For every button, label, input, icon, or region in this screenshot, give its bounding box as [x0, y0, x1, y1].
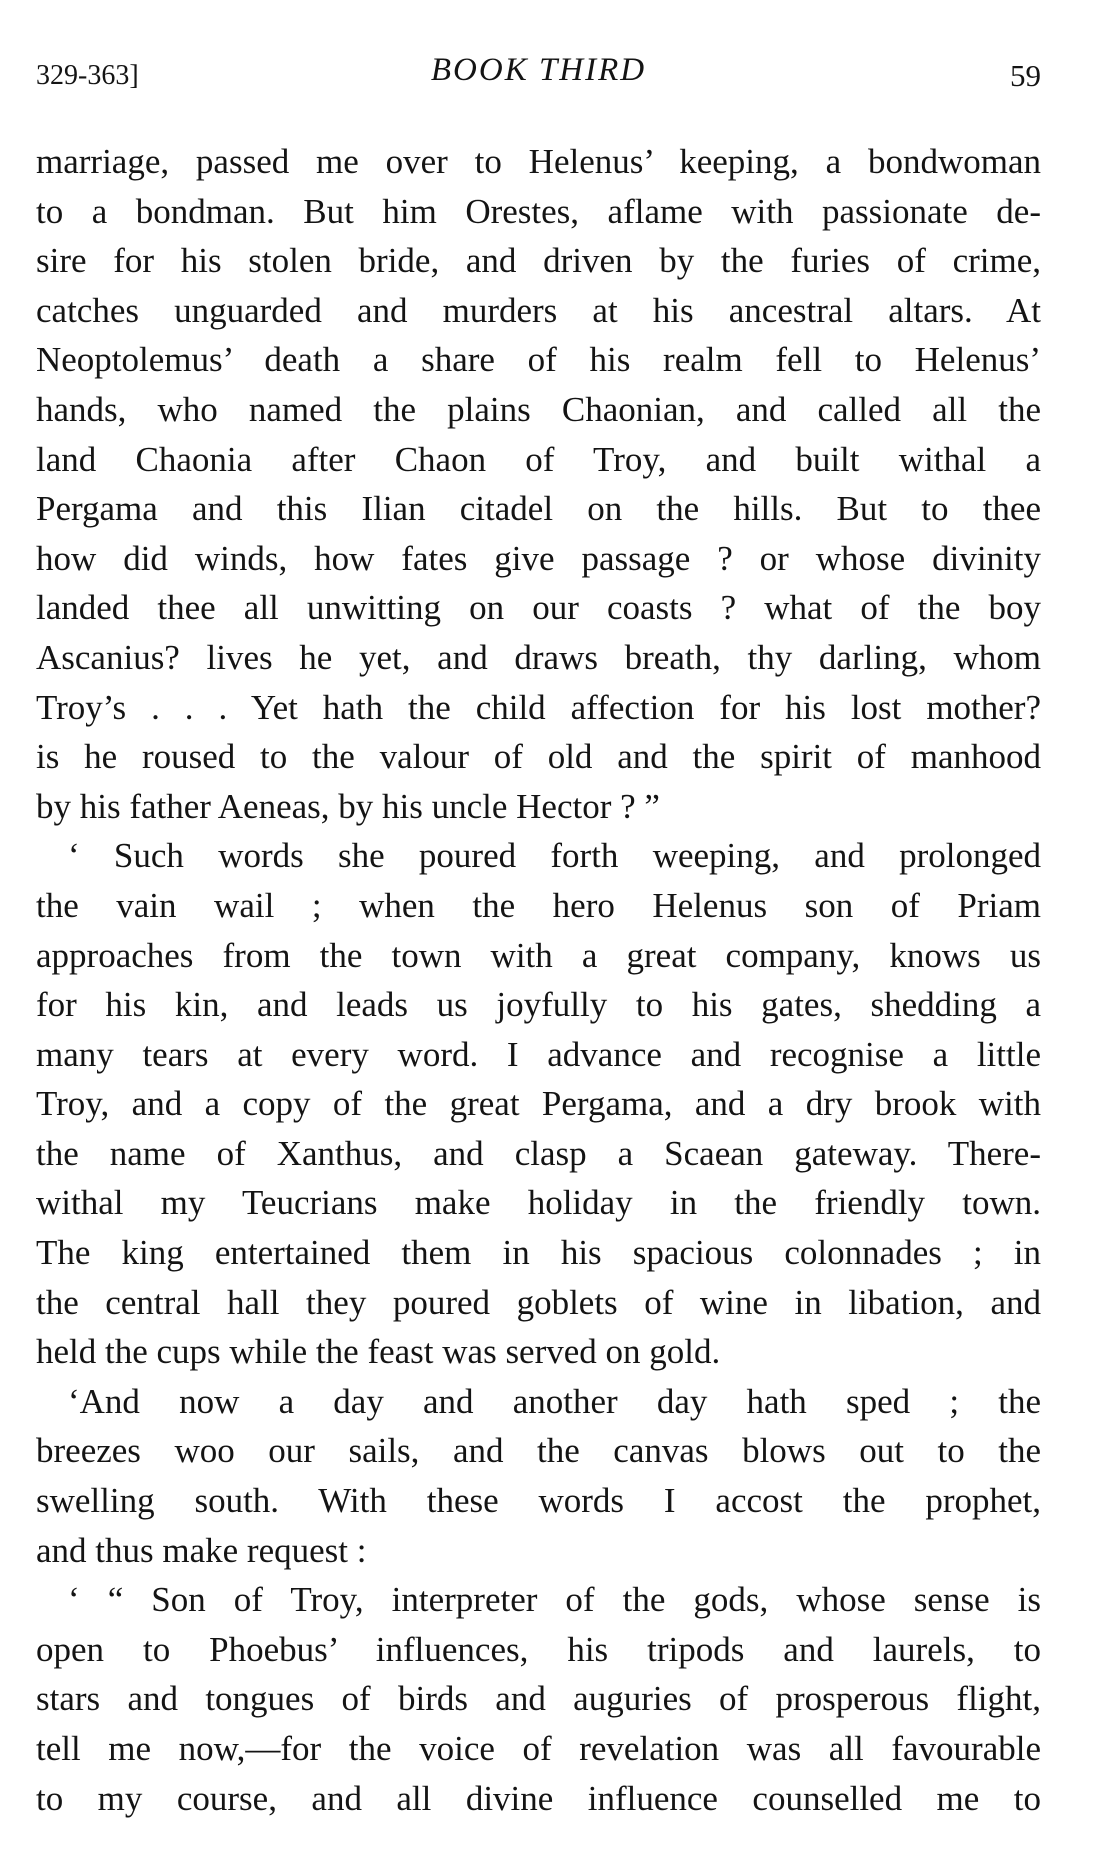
- running-head: [36, 52, 1041, 102]
- text-line: many tears at every word. I advance and recognise a little: [36, 1034, 1041, 1074]
- text-line: Troy, and a copy of the great Pergama, and a dry brook with: [36, 1084, 1041, 1124]
- text-line: approaches from the town with a great company, knows us: [36, 935, 1041, 975]
- line-range: 329-363]: [36, 60, 139, 91]
- text-line: Ascanius? lives he yet, and draws breath, thy darling, whom: [36, 637, 1041, 677]
- text-line: open to Phoebus’ influences, his tripods and laurels, to: [36, 1629, 1041, 1669]
- text-line: to a bondman. But him Orestes, aflame with passionate de-: [36, 191, 1041, 231]
- text-line: Neoptolemus’ death a share of his realm fell to Helenus’: [36, 340, 1041, 380]
- text-line: Pergama and this Ilian citadel on the hills. But to thee: [36, 489, 1041, 529]
- book-title: BOOK THIRD: [430, 52, 647, 88]
- text-line: landed thee all unwitting on our coasts ? what of the boy: [36, 588, 1041, 628]
- text-line: withal my Teucrians make holiday in the friendly town.: [36, 1183, 1041, 1223]
- text-line: catches unguarded and murders at his ancestral altars. At: [36, 290, 1041, 330]
- text-line: for his kin, and leads us joyfully to his gates, shedding a: [36, 985, 1041, 1025]
- text-line: breezes woo our sails, and the canvas blows out to the: [36, 1431, 1041, 1471]
- paragraph-first-line: ‘ “ Son of Troy, interpreter of the gods, whose sense is: [68, 1580, 1041, 1620]
- paragraph-first-line: ‘And now a day and another day hath sped ; the: [68, 1381, 1041, 1421]
- text-line: marriage, passed me over to Helenus’ keeping, a bondwoman: [36, 142, 1041, 181]
- page-number: 59: [1010, 58, 1041, 93]
- paragraph-first-line: ‘ Such words she poured forth weeping, and prolonged: [68, 836, 1041, 876]
- text-line: tell me now,—for the voice of revelation was all favourable: [36, 1729, 1041, 1768]
- text-line: The king entertained them in his spacious colonnades ; in: [36, 1233, 1041, 1273]
- text-line: to my course, and all divine influence counselled me to: [36, 1778, 1041, 1818]
- paragraph-end-line: by his father Aeneas, by his uncle Hector ? ”: [36, 786, 660, 826]
- paragraph-end-line: and thus make request :: [36, 1530, 367, 1570]
- text-line: sire for his stolen bride, and driven by the furies of crime,: [36, 241, 1041, 281]
- text-line: land Chaonia after Chaon of Troy, and built withal a: [36, 439, 1041, 479]
- text-line: the central hall they poured goblets of wine in libation, and: [36, 1282, 1041, 1322]
- text-line: the vain wail ; when the hero Helenus son of Priam: [36, 885, 1041, 925]
- text-line: how did winds, how fates give passage ? or whose divinity: [36, 538, 1041, 578]
- text-line: hands, who named the plains Chaonian, and called all the: [36, 389, 1041, 429]
- text-line: stars and tongues of birds and auguries of prosperous flight,: [36, 1679, 1041, 1719]
- text-line: swelling south. With these words I accost the prophet,: [36, 1481, 1041, 1521]
- paragraph-end-line: held the cups while the feast was served on gold.: [36, 1332, 721, 1372]
- text-line: is he roused to the valour of old and the spirit of manhood: [36, 737, 1041, 777]
- text-line: the name of Xanthus, and clasp a Scaean gateway. There-: [36, 1133, 1041, 1173]
- text-line: Troy’s . . . Yet hath the child affection for his lost mother?: [36, 687, 1041, 727]
- body-text: [36, 137, 1041, 1823]
